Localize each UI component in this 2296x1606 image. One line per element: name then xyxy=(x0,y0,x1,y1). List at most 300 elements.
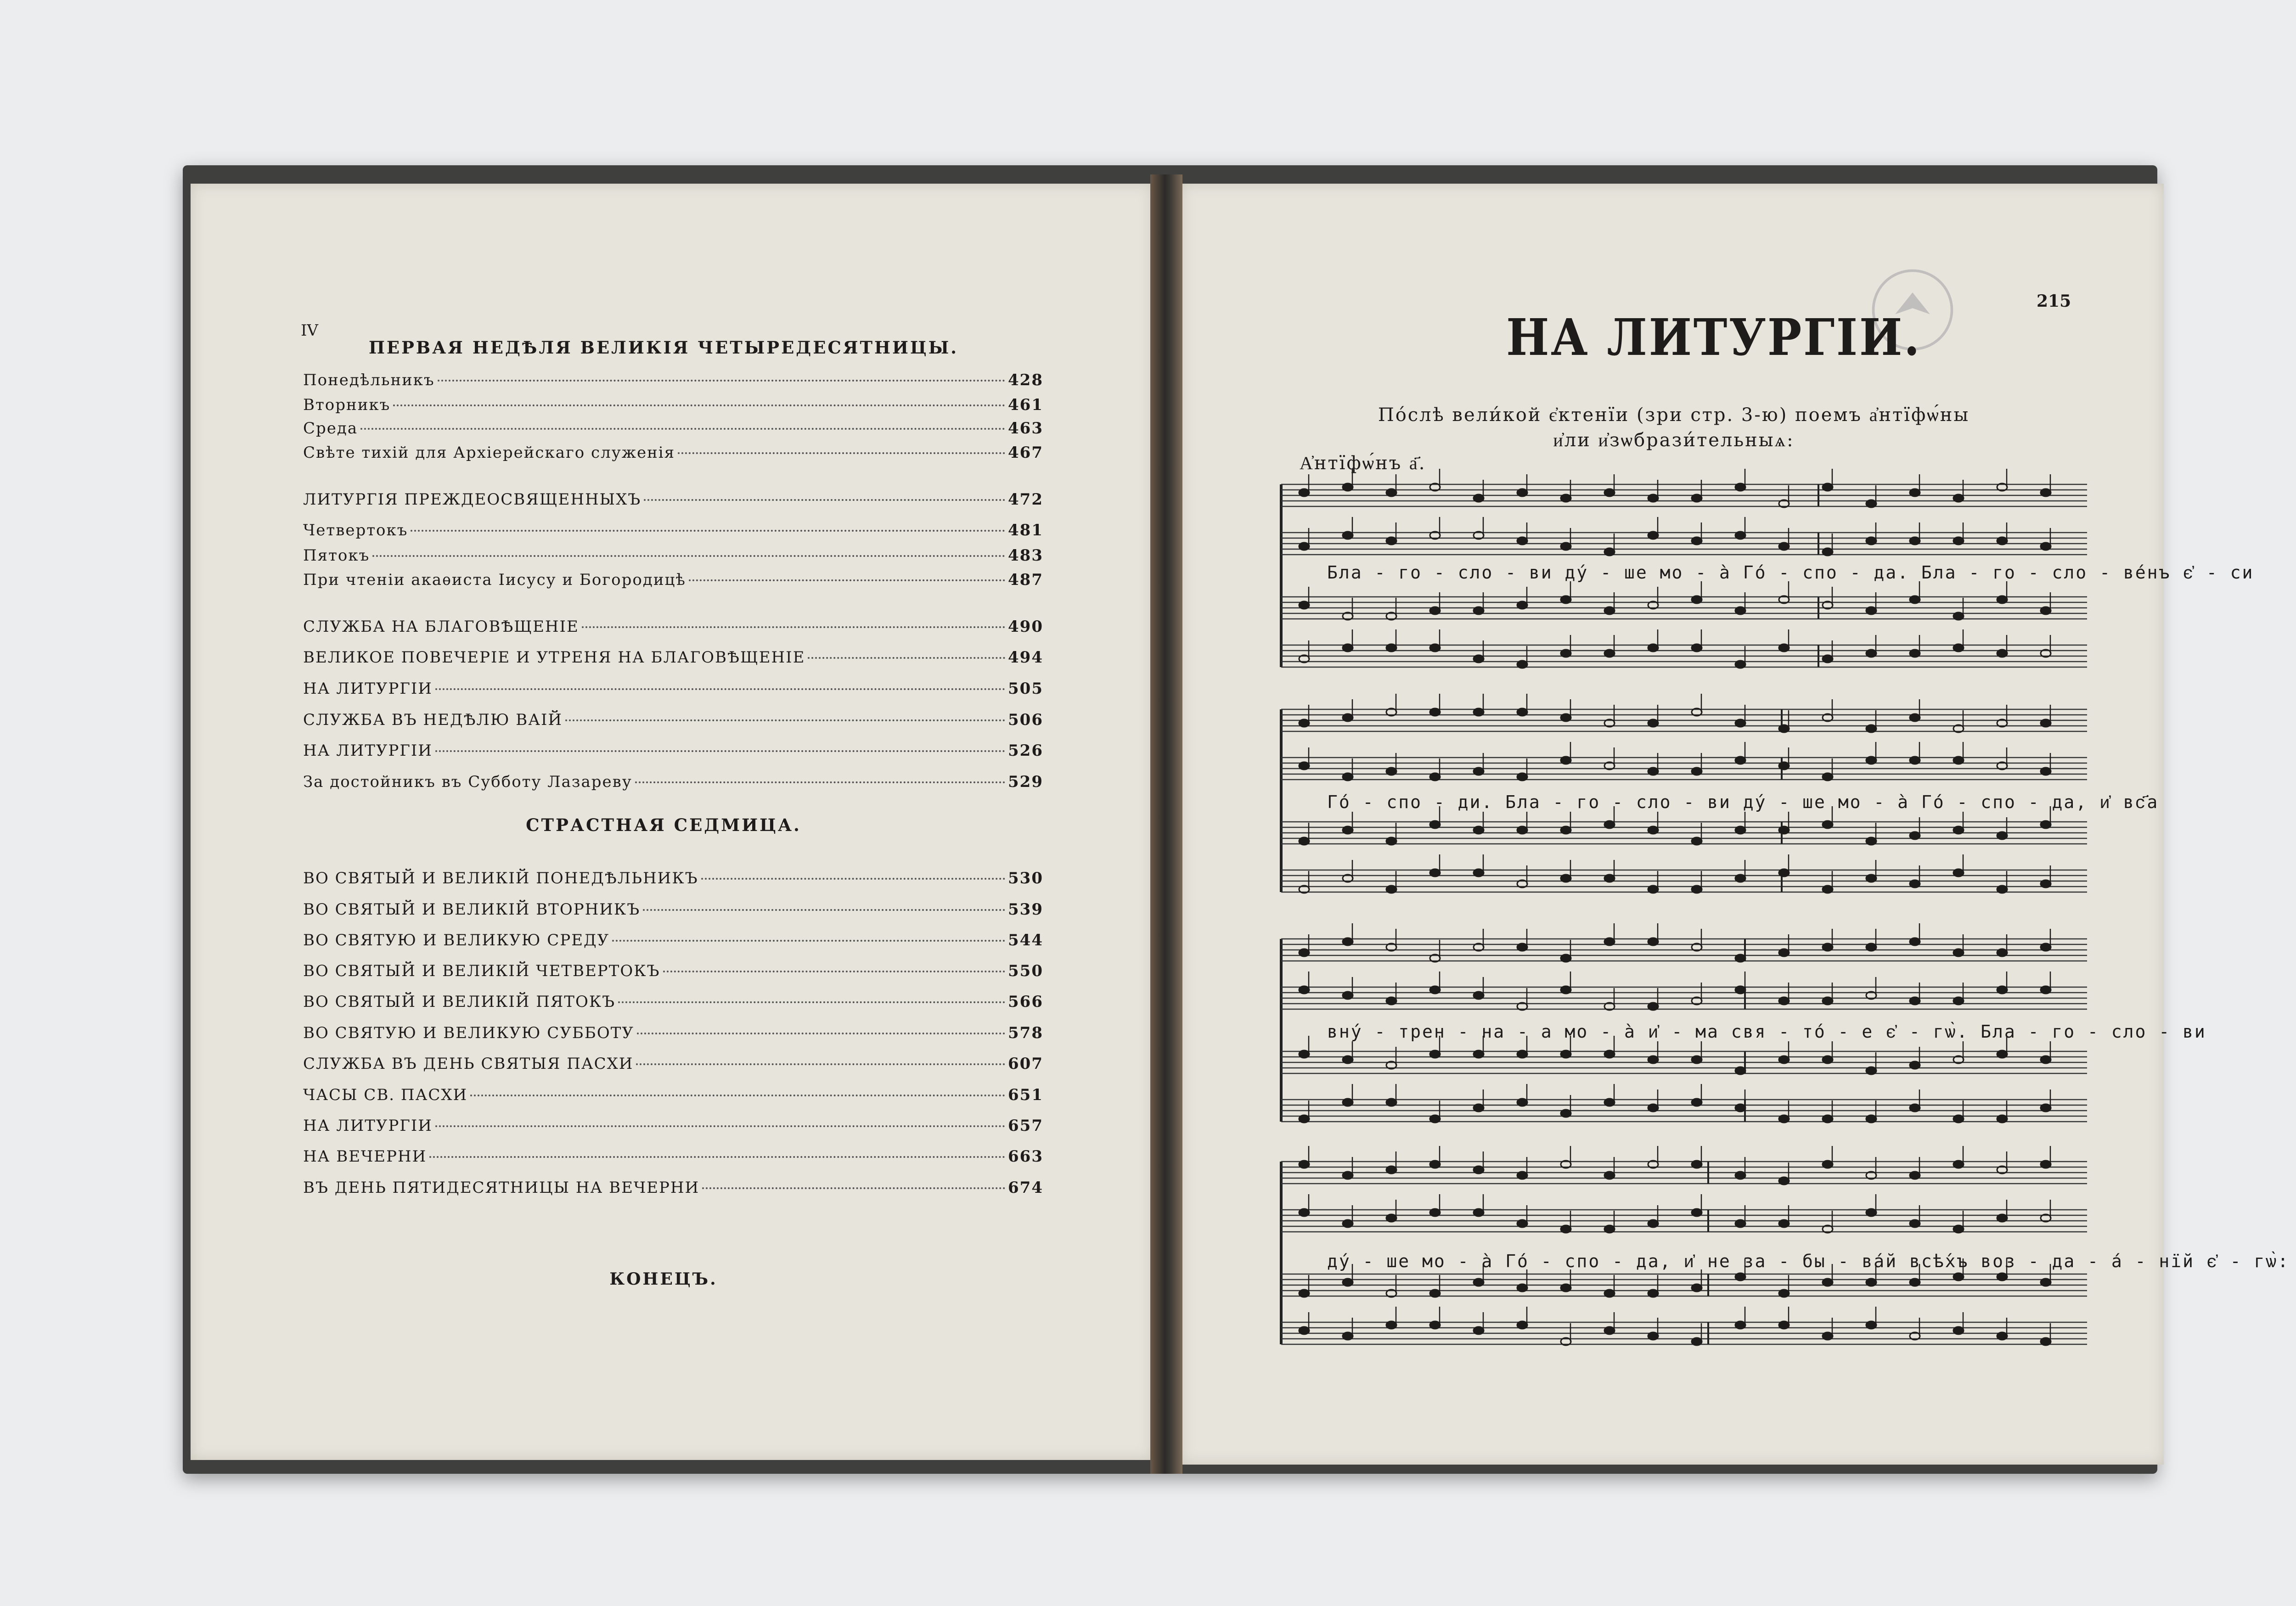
toc-entry-title: СЛУЖБА ВЪ ДЕНЬ СВЯТЫЯ ПАСХИ xyxy=(303,1055,634,1073)
music-note xyxy=(1517,1220,1527,1227)
toc-page-number: 467 xyxy=(1008,444,1043,462)
music-note xyxy=(1474,1104,1484,1112)
music-note xyxy=(1343,1279,1353,1286)
music-note xyxy=(1343,1332,1353,1340)
music-note xyxy=(1299,1209,1309,1216)
music-note xyxy=(1779,997,1789,1005)
music-note xyxy=(1692,1056,1702,1063)
music-note xyxy=(2041,768,2051,775)
music-note xyxy=(1604,821,1615,828)
music-note xyxy=(1866,725,1876,732)
music-note xyxy=(1735,607,1745,614)
toc-entry-title: ВО СВЯТУЮ И ВЕЛИКУЮ СУББОТУ xyxy=(303,1024,634,1042)
music-note xyxy=(1735,757,1745,764)
music-note xyxy=(1823,1115,1833,1123)
music-note xyxy=(1910,1172,1920,1179)
toc-page-number: 505 xyxy=(1008,679,1043,698)
toc-entry-title: ЛИТУРГІЯ ПРЕЖДЕОСВЯЩЕННЫХЪ xyxy=(303,490,642,509)
music-note xyxy=(1343,992,1353,999)
music-note xyxy=(1823,886,1833,893)
music-note xyxy=(1561,1110,1571,1117)
music-note xyxy=(1823,773,1833,781)
music-note xyxy=(1474,494,1484,502)
music-note xyxy=(1648,1332,1658,1340)
music-note xyxy=(1604,1290,1615,1297)
music-note xyxy=(1997,1050,2007,1058)
music-note xyxy=(1474,768,1484,775)
music-note xyxy=(2041,986,2051,994)
music-note xyxy=(1474,1327,1484,1334)
toc-page-number: 607 xyxy=(1008,1055,1043,1073)
music-note xyxy=(1561,1225,1571,1233)
music-note xyxy=(1430,644,1440,651)
music-note xyxy=(1299,1115,1309,1123)
toc-page-number: 472 xyxy=(1008,490,1043,509)
music-note xyxy=(1299,949,1309,956)
heading-subtitle-line2: и҆ли и҆зѡбрази́тельныѧ: xyxy=(1553,430,1795,451)
music-note xyxy=(1299,1161,1309,1168)
toc-entry-title: НА ЛИТУРГІИ xyxy=(303,741,433,760)
lyric-line-3: вну́ - трен - на - а мо - а̀ и҆ - ма свя - то́ - е є҆ - гѡ̀. Бла - го - сло - ви xyxy=(1327,1022,2206,1042)
music-note xyxy=(1823,943,1833,951)
music-note xyxy=(2041,1161,2051,1168)
music-note xyxy=(1735,1321,1745,1329)
page-number: 215 xyxy=(2037,292,2071,311)
music-note xyxy=(2041,719,2051,727)
music-note xyxy=(1648,644,1658,651)
heading-subtitle-line1: По́слѣ вели́кой є҆ктенїи (зри стр. 3-ю) поемъ а҆нтїфѡ́ны xyxy=(1378,404,1970,426)
toc-page-number: 663 xyxy=(1008,1147,1043,1166)
music-note xyxy=(1561,826,1571,834)
music-note xyxy=(1910,714,1920,721)
music-note xyxy=(2041,1338,2051,1345)
toc-entry-title: СЛУЖБА НА БЛАГОВѢЩЕНІЕ xyxy=(303,618,579,636)
music-note xyxy=(1343,483,1353,491)
music-note xyxy=(1779,725,1789,732)
music-note xyxy=(1779,1321,1789,1329)
toc-entry-title: ВО СВЯТЫЙ И ВЕЛИКІЙ ВТОРНИКЪ xyxy=(303,900,641,919)
music-note xyxy=(1299,1290,1309,1297)
music-note xyxy=(1735,1172,1745,1179)
music-note xyxy=(1517,1172,1527,1179)
music-note xyxy=(1692,886,1702,893)
toc-page-number: 657 xyxy=(1008,1117,1043,1135)
end-mark: КОНЕЦЪ. xyxy=(609,1269,718,1289)
music-note xyxy=(1910,1061,1920,1069)
music-note xyxy=(1430,1115,1440,1123)
music-note xyxy=(1648,1104,1658,1112)
antiphon-label: А҆нтїфѡ́нъ а҃. xyxy=(1300,453,1426,474)
music-note xyxy=(1997,986,2007,994)
music-note xyxy=(1604,1225,1615,1233)
toc-page-number: 544 xyxy=(1008,931,1043,949)
music-note xyxy=(1910,1104,1920,1112)
music-note xyxy=(1866,1115,1876,1123)
music-note xyxy=(1561,986,1571,994)
music-note xyxy=(1299,719,1309,727)
music-note xyxy=(1604,607,1615,614)
music-note xyxy=(1735,661,1745,668)
toc-page-number: 461 xyxy=(1008,396,1043,414)
music-note xyxy=(1430,1321,1440,1329)
music-note xyxy=(1692,1284,1702,1292)
music-note xyxy=(1779,826,1789,834)
music-note xyxy=(1692,1099,1702,1106)
music-note xyxy=(1648,938,1658,945)
music-note xyxy=(1866,650,1876,657)
music-note xyxy=(1648,826,1658,834)
music-note xyxy=(1823,997,1833,1005)
music-note xyxy=(1866,837,1876,845)
section-title-first-week: ПЕРВАЯ НЕДѢЛЯ ВЕЛИКІЯ ЧЕТЫРЕДЕСЯТНИЦЫ. xyxy=(368,337,959,358)
music-note xyxy=(1430,1209,1440,1216)
toc-page-number: 463 xyxy=(1008,419,1043,438)
music-note xyxy=(1386,997,1396,1005)
music-note xyxy=(1561,1284,1571,1292)
music-note xyxy=(1823,655,1833,663)
music-note xyxy=(1692,1338,1702,1345)
music-note xyxy=(1823,483,1833,491)
toc-page-number: 550 xyxy=(1008,962,1043,980)
music-note xyxy=(1692,644,1702,651)
music-note xyxy=(1997,1332,2007,1340)
section-title-holy-week: СТРАСТНАЯ СЕДМИЦА. xyxy=(526,815,801,835)
music-note xyxy=(1386,1321,1396,1329)
music-note xyxy=(1866,500,1876,507)
music-note xyxy=(1953,1225,1964,1233)
music-note xyxy=(1561,650,1571,657)
toc-page-number: 526 xyxy=(1008,741,1043,760)
music-note xyxy=(1997,886,2007,893)
music-note xyxy=(1517,1099,1527,1106)
music-note xyxy=(1517,601,1527,609)
music-note xyxy=(1386,768,1396,775)
page-heading: НА ЛИТУРГІИ. xyxy=(1506,308,1922,367)
music-note xyxy=(1517,537,1527,545)
music-note xyxy=(1692,768,1702,775)
music-note xyxy=(1343,1099,1353,1106)
music-note xyxy=(1953,826,1964,834)
music-note xyxy=(1299,837,1309,845)
music-note xyxy=(1299,1327,1309,1334)
music-note xyxy=(1299,762,1309,769)
music-note xyxy=(1604,548,1615,556)
toc-entry-title: ВО СВЯТЫЙ И ВЕЛИКІЙ ПОНЕДѢЛЬНИКЪ xyxy=(303,869,698,887)
toc-page-number: 566 xyxy=(1008,993,1043,1011)
music-note xyxy=(1648,1220,1658,1227)
music-note xyxy=(1648,719,1658,727)
music-note xyxy=(1910,537,1920,545)
music-note xyxy=(1953,869,1964,876)
music-note xyxy=(1953,537,1964,545)
music-note xyxy=(1953,494,1964,502)
toc-page-number: 674 xyxy=(1008,1179,1043,1197)
music-note xyxy=(2041,1056,2051,1063)
toc-page-number: 539 xyxy=(1008,900,1043,919)
toc-entry-title: За достойникъ въ Субботу Лазареву xyxy=(303,773,632,791)
music-note xyxy=(1692,537,1702,545)
music-note xyxy=(1779,762,1789,769)
toc-entry-title: Понедѣльникъ xyxy=(303,371,435,389)
lyric-line-2: Го́ - спо - ди. Бла - го - сло - ви ду́ - ше мо - а̀ Го́ - спо - да, и҆ вс҃а xyxy=(1327,792,2159,812)
music-note xyxy=(1604,1327,1615,1334)
music-note xyxy=(1430,708,1440,716)
music-note xyxy=(1779,1220,1789,1227)
music-note xyxy=(1648,494,1658,502)
toc-entry-title: НА ЛИТУРГІИ xyxy=(303,1117,433,1135)
music-note xyxy=(1343,1056,1353,1063)
music-note xyxy=(1648,768,1658,775)
music-note xyxy=(1474,655,1484,663)
music-note xyxy=(1648,1056,1658,1063)
music-note xyxy=(1735,986,1745,994)
music-note xyxy=(1910,1279,1920,1286)
music-note xyxy=(1953,997,1964,1005)
music-note xyxy=(1517,943,1527,951)
toc-entry-title: Среда xyxy=(303,419,358,438)
toc-page-number: 428 xyxy=(1008,371,1043,389)
toc-page-number: 506 xyxy=(1008,711,1043,729)
music-note xyxy=(1386,489,1396,496)
music-note xyxy=(1299,986,1309,994)
music-note xyxy=(1823,1279,1833,1286)
music-note xyxy=(1474,1209,1484,1216)
music-note xyxy=(1910,489,1920,496)
toc-entry-title: Четвертокъ xyxy=(303,521,408,539)
music-note xyxy=(1735,532,1745,539)
music-note xyxy=(1604,1050,1615,1058)
music-note xyxy=(1474,1279,1484,1286)
music-note xyxy=(1910,997,1920,1005)
music-note xyxy=(1866,1321,1876,1329)
music-note xyxy=(1735,955,1745,962)
music-note xyxy=(1997,832,2007,839)
music-note xyxy=(1430,986,1440,994)
music-note xyxy=(1299,543,1309,550)
toc-entry-title: ВО СВЯТУЮ И ВЕЛИКУЮ СРЕДУ xyxy=(303,931,610,949)
toc-entry-title: При чтеніи акаѳиста Іисусу и Богородицѣ xyxy=(303,571,686,589)
music-note xyxy=(2041,543,2051,550)
music-note xyxy=(1953,949,1964,956)
music-note xyxy=(1386,1099,1396,1106)
music-note xyxy=(1866,1209,1876,1216)
music-note xyxy=(1910,757,1920,764)
music-note xyxy=(1430,869,1440,876)
music-note xyxy=(1779,869,1789,876)
music-note xyxy=(1561,1050,1571,1058)
music-note xyxy=(1430,607,1440,614)
music-note xyxy=(1604,1099,1615,1106)
music-note xyxy=(1692,596,1702,603)
music-note xyxy=(1997,1273,2007,1280)
music-note xyxy=(1386,837,1396,845)
toc-entry-title: ВЪ ДЕНЬ ПЯТИДЕСЯТНИЦЫ НА ВЕЧЕРНИ xyxy=(303,1179,700,1197)
music-note xyxy=(1779,1177,1789,1185)
music-note xyxy=(1430,1290,1440,1297)
music-note xyxy=(1779,1056,1789,1063)
music-note xyxy=(1474,869,1484,876)
music-note xyxy=(2041,880,2051,887)
toc-entry-title: Пятокъ xyxy=(303,546,370,565)
toc-page-number: 494 xyxy=(1008,648,1043,667)
music-note xyxy=(1343,773,1353,781)
music-note xyxy=(2041,1279,2051,1286)
music-note xyxy=(1735,1273,1745,1280)
music-note xyxy=(1779,949,1789,956)
music-note xyxy=(1343,1220,1353,1227)
music-note xyxy=(1561,955,1571,962)
music-note xyxy=(1997,650,2007,657)
music-note xyxy=(1910,596,1920,603)
music-note xyxy=(1648,886,1658,893)
toc-entry-title: НА ВЕЧЕРНИ xyxy=(303,1147,427,1166)
music-note xyxy=(1735,483,1745,491)
lyric-line-4: ду́ - ше мо - а̀ Го́ - спо - да, и҆ не за - бы - ва́й всѣ́хъ воз - да - а́ - нїй є҆ - гѡ̀: xyxy=(1327,1251,2290,1271)
music-note xyxy=(1648,1003,1658,1010)
music-note xyxy=(1866,757,1876,764)
music-note xyxy=(2041,821,2051,828)
music-note xyxy=(1604,650,1615,657)
music-note xyxy=(2041,607,2051,614)
music-note xyxy=(1823,548,1833,556)
music-note xyxy=(1779,543,1789,550)
music-note xyxy=(1910,880,1920,887)
music-note xyxy=(1953,1115,1964,1123)
music-note xyxy=(1343,1172,1353,1179)
music-note xyxy=(1779,1290,1789,1297)
music-note xyxy=(1517,826,1527,834)
music-note xyxy=(1866,607,1876,614)
music-note xyxy=(1343,826,1353,834)
music-note xyxy=(1997,1115,2007,1123)
music-note xyxy=(1561,494,1571,502)
music-note xyxy=(2041,1104,2051,1112)
music-note xyxy=(1692,494,1702,502)
music-note xyxy=(1997,949,2007,956)
music-note xyxy=(1604,875,1615,882)
music-note xyxy=(1953,1161,1964,1168)
music-note xyxy=(1343,714,1353,721)
music-note xyxy=(1474,826,1484,834)
toc-page-number: 651 xyxy=(1008,1086,1043,1104)
toc-entry-title: СЛУЖБА ВЪ НЕДѢЛЮ ВАІЙ xyxy=(303,711,563,729)
toc-page-number: 481 xyxy=(1008,521,1043,539)
music-note xyxy=(1386,886,1396,893)
music-note xyxy=(1910,1220,1920,1227)
music-note xyxy=(1474,708,1484,716)
music-note xyxy=(1604,489,1615,496)
music-note xyxy=(1823,1056,1833,1063)
toc-page-number: 578 xyxy=(1008,1024,1043,1042)
music-note xyxy=(1735,875,1745,882)
music-note xyxy=(1386,537,1396,545)
music-note xyxy=(1866,875,1876,882)
music-note xyxy=(1823,1332,1833,1340)
music-note xyxy=(1997,1214,2007,1222)
music-note xyxy=(1910,938,1920,945)
music-note xyxy=(1604,938,1615,945)
toc-entry-title: Вторникъ xyxy=(303,396,391,414)
toc-entry-title: НА ЛИТУРГІИ xyxy=(303,679,433,698)
music-note xyxy=(1953,1273,1964,1280)
music-note xyxy=(1866,1067,1876,1074)
music-note xyxy=(1866,1279,1876,1286)
music-note xyxy=(2041,489,2051,496)
music-note xyxy=(1430,1050,1440,1058)
music-note xyxy=(1474,607,1484,614)
music-note xyxy=(1386,644,1396,651)
toc-entry-title: ВО СВЯТЫЙ И ВЕЛИКІЙ ЧЕТВЕРТОКЪ xyxy=(303,962,660,980)
music-note xyxy=(1910,650,1920,657)
music-note xyxy=(1517,1284,1527,1292)
music-note xyxy=(1517,489,1527,496)
music-note xyxy=(1430,821,1440,828)
music-note xyxy=(1953,612,1964,620)
music-note xyxy=(1517,708,1527,716)
music-note xyxy=(1648,1290,1658,1297)
music-note xyxy=(1474,1050,1484,1058)
toc-entry-title: ВО СВЯТЫЙ И ВЕЛИКІЙ ПЯТОКЪ xyxy=(303,993,616,1011)
music-note xyxy=(1735,719,1745,727)
music-note xyxy=(1561,714,1571,721)
music-note xyxy=(1735,1067,1745,1074)
music-note xyxy=(1823,1161,1833,1168)
music-note xyxy=(1561,875,1571,882)
music-note xyxy=(1343,644,1353,651)
music-note xyxy=(1299,601,1309,609)
music-note xyxy=(1779,1115,1789,1123)
music-note xyxy=(1474,992,1484,999)
music-note xyxy=(1561,596,1571,603)
toc-entry-title: Свѣте тихій для Архіерейскаго служенія xyxy=(303,444,675,462)
music-note xyxy=(1692,1161,1702,1168)
music-note xyxy=(1779,644,1789,651)
music-note xyxy=(1517,773,1527,781)
music-note xyxy=(1953,644,1964,651)
music-note xyxy=(1561,757,1571,764)
music-note xyxy=(1474,1166,1484,1174)
music-note xyxy=(1866,943,1876,951)
music-note xyxy=(1910,832,1920,839)
music-note xyxy=(1735,1220,1745,1227)
toc-entry-title: ЧАСЫ СВ. ПАСХИ xyxy=(303,1086,468,1104)
music-note xyxy=(1517,1321,1527,1329)
music-note xyxy=(1953,757,1964,764)
music-note xyxy=(1604,1172,1615,1179)
music-note xyxy=(1866,537,1876,545)
toc-page-number: 490 xyxy=(1008,618,1043,636)
music-note xyxy=(1735,1104,1745,1112)
toc-page-number: 483 xyxy=(1008,546,1043,565)
music-note xyxy=(2041,943,2051,951)
music-note xyxy=(1343,532,1353,539)
music-note xyxy=(1517,661,1527,668)
music-note xyxy=(1692,837,1702,845)
toc-entry-title: ВЕЛИКОЕ ПОВЕЧЕРІЕ И УТРЕНЯ НА БЛАГОВѢЩЕНІЕ xyxy=(303,648,805,667)
music-note xyxy=(1299,489,1309,496)
toc-page-number: 487 xyxy=(1008,571,1043,589)
music-note xyxy=(1997,537,2007,545)
music-note xyxy=(1953,1327,1964,1334)
music-note xyxy=(1648,532,1658,539)
music-note xyxy=(1692,1209,1702,1216)
music-note xyxy=(1517,1050,1527,1058)
music-note xyxy=(1823,821,1833,828)
music-note xyxy=(1299,1050,1309,1058)
music-note xyxy=(1430,1161,1440,1168)
toc-page-number: 529 xyxy=(1008,773,1043,791)
music-note xyxy=(1430,773,1440,781)
